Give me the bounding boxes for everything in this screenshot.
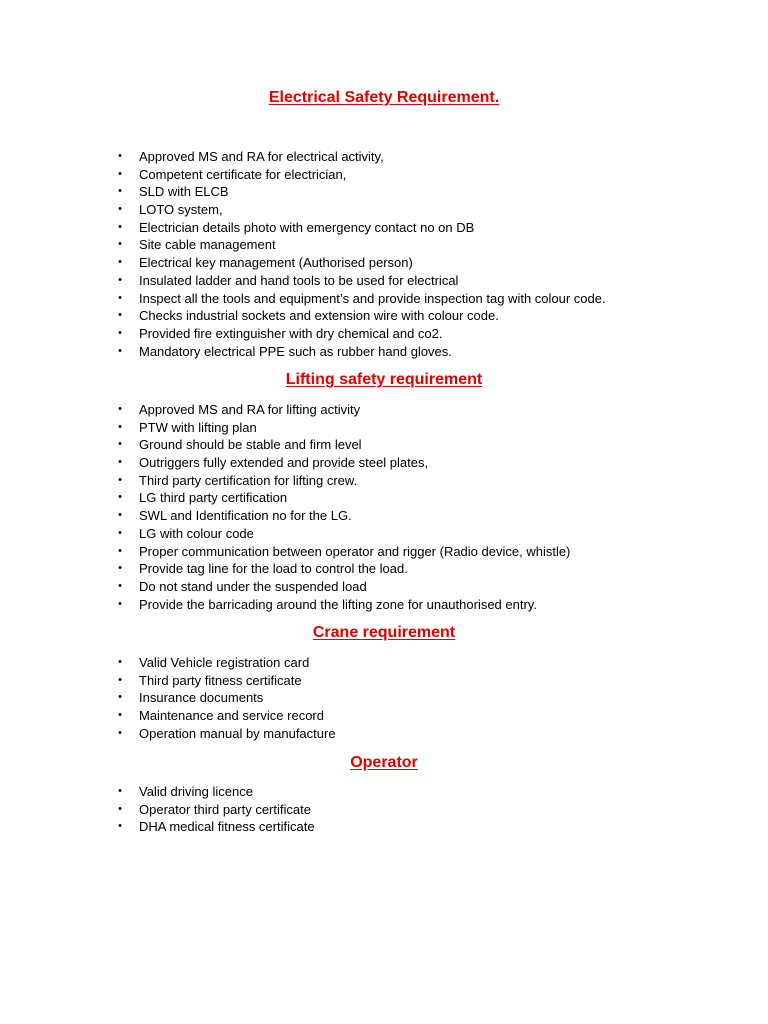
list-item: • LOTO system, <box>0 201 768 219</box>
bullet-icon: • <box>118 562 122 575</box>
bullet-icon: • <box>118 785 122 797</box>
bullet-icon: • <box>118 526 122 539</box>
list-item: • SLD with ELCB <box>0 183 768 201</box>
list-item: • Competent certificate for electrician, <box>0 166 768 184</box>
bullet-icon: • <box>118 185 122 198</box>
list-item: • Approved MS and RA for lifting activity <box>0 401 768 419</box>
list-item: • Ground should be stable and firm level <box>0 436 768 454</box>
list-item: • Proper communication between operator and rigger (Radio device, whistle) <box>0 543 768 561</box>
list-item: • Valid Vehicle registration card <box>0 654 768 672</box>
bullet-icon: • <box>118 203 122 216</box>
list-item: • Electrician details photo with emergency contact no on DB <box>0 219 768 237</box>
list-item: • Insulated ladder and hand tools to be used for electrical <box>0 272 768 290</box>
list-item: • Electrical key management (Authorised person) <box>0 254 768 272</box>
bullet-icon: • <box>118 273 122 286</box>
section-heading-electrical: Electrical Safety Requirement. <box>268 89 500 106</box>
list-item: • LG third party certification <box>0 489 768 507</box>
bullet-icon: • <box>118 491 122 504</box>
list-item: • Do not stand under the suspended load <box>0 578 768 596</box>
bullet-icon: • <box>118 726 122 739</box>
bullet-icon: • <box>118 150 122 162</box>
list-item: • Third party certification for lifting crew. <box>0 472 768 490</box>
bullet-icon: • <box>118 544 122 557</box>
bullet-icon: • <box>118 579 122 592</box>
bullet-icon: • <box>118 256 122 269</box>
bullet-icon: • <box>118 238 122 251</box>
bullet-icon: • <box>118 509 122 522</box>
bullet-icon: • <box>118 820 122 833</box>
bullet-icon: • <box>118 597 122 610</box>
section-heading-operator: Operator <box>350 754 418 771</box>
list-item: • Outriggers fully extended and provide steel plates, <box>0 454 768 472</box>
bullet-icon: • <box>118 326 122 339</box>
list-item: • Provide the barricading around the lifting zone for unauthorised entry. <box>0 596 768 614</box>
bullet-icon: • <box>118 456 122 469</box>
bullet-icon: • <box>118 438 122 451</box>
bullet-icon: • <box>118 344 122 357</box>
bullet-icon: • <box>118 709 122 722</box>
section-heading-lifting: Lifting safety requirement <box>285 371 483 388</box>
bullet-icon: • <box>118 656 122 668</box>
bullet-icon: • <box>118 220 122 233</box>
operator-requirements-list <box>0 783 768 836</box>
bullet-icon: • <box>118 802 122 815</box>
crane-requirements-list <box>0 654 768 742</box>
list-item: • Third party fitness certificate <box>0 672 768 690</box>
list-item: • Operator third party certificate <box>0 801 768 819</box>
list-item: • Checks industrial sockets and extension wire with colour code. <box>0 307 768 325</box>
list-item: • Provided fire extinguisher with dry chemical and co2. <box>0 325 768 343</box>
list-item: • Operation manual by manufacture <box>0 725 768 743</box>
bullet-icon: • <box>118 309 122 322</box>
list-item: • LG with colour code <box>0 525 768 543</box>
bullet-icon: • <box>118 167 122 180</box>
list-item: • PTW with lifting plan <box>0 419 768 437</box>
list-item: • Inspect all the tools and equipment’s and provide inspection tag with colour code. <box>0 290 768 308</box>
bullet-icon: • <box>118 291 122 304</box>
bullet-icon: • <box>118 420 122 433</box>
section-heading-crane: Crane requirement <box>312 624 456 641</box>
list-item: • Valid driving licence <box>0 783 768 801</box>
list-item: • Mandatory electrical PPE such as rubber hand gloves. <box>0 343 768 361</box>
bullet-icon: • <box>118 673 122 686</box>
list-item: • Site cable management <box>0 236 768 254</box>
bullet-icon: • <box>118 403 122 415</box>
bullet-icon: • <box>118 691 122 704</box>
lifting-requirements-list <box>0 401 768 613</box>
list-item: • Approved MS and RA for electrical activity, <box>0 148 768 166</box>
list-item: • SWL and Identification no for the LG. <box>0 507 768 525</box>
list-item: • Maintenance and service record <box>0 707 768 725</box>
bullet-icon: • <box>118 473 122 486</box>
list-item: • Provide tag line for the load to control the load. <box>0 560 768 578</box>
list-item: • DHA medical fitness certificate <box>0 818 768 836</box>
list-item: • Insurance documents <box>0 689 768 707</box>
electrical-requirements-list <box>0 148 768 360</box>
